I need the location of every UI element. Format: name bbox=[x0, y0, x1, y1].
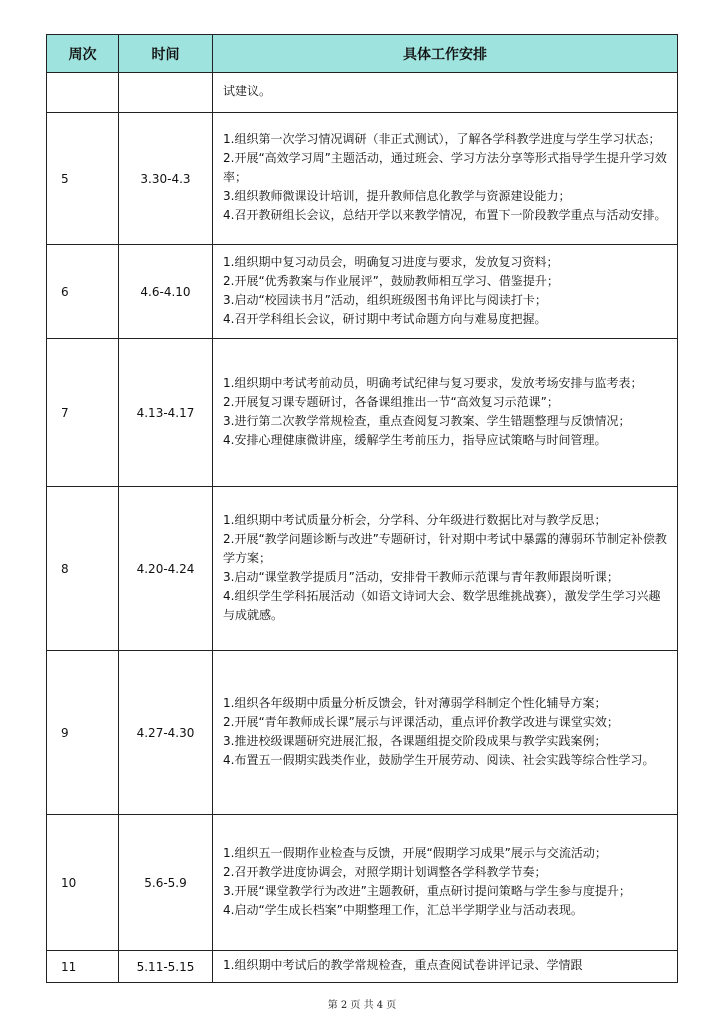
header-time: 时间 bbox=[119, 35, 213, 73]
work-item: 3.开展“课堂教学行为改进”主题教研，重点研讨提问策略与学生参与度提升； bbox=[223, 883, 631, 898]
time-cell: 4.13-4.17 bbox=[119, 339, 213, 487]
work-item: 1.组织期中考试质量分析会，分学科、分年级进行数据比对与教学反思； bbox=[223, 512, 607, 527]
time-cell: 4.27-4.30 bbox=[119, 651, 213, 815]
work-item: 1.组织期中考试后的教学常规检查，重点查阅试卷讲评记录、学情跟 bbox=[223, 958, 583, 972]
work-cell bbox=[213, 651, 678, 815]
work-cell bbox=[213, 339, 678, 487]
table-row bbox=[47, 113, 678, 245]
week-cell: 8 bbox=[47, 487, 119, 651]
week-cell: 7 bbox=[47, 339, 119, 487]
work-item: 4.召开教研组长会议，总结开学以来教学情况，布置下一阶段教学重点与活动安排。 bbox=[223, 208, 667, 222]
table-body bbox=[47, 73, 678, 983]
table-row bbox=[47, 951, 678, 983]
work-item: 1.组织期中考试考前动员，明确考试纪律与复习要求，发放考场安排与监考表； bbox=[223, 375, 643, 390]
work-item: 2.开展“教学问题诊断与改进”专题研讨，针对期中考试中暴露的薄弱环节制定补偿教学方案； bbox=[223, 531, 667, 565]
table-row bbox=[47, 339, 678, 487]
work-item: 2.召开教学进度协调会，对照学期计划调整各学科教学节奏； bbox=[223, 864, 547, 879]
time-cell: 5.11-5.15 bbox=[119, 951, 213, 983]
work-item: 3.进行第二次教学常规检查，重点查阅复习教案、学生错题整理与反馈情况； bbox=[223, 413, 631, 428]
schedule-page bbox=[46, 34, 677, 983]
work-item: 1.组织第一次学习情况调研（非正式测试），了解各学科教学进度与学生学习状态； bbox=[223, 132, 661, 146]
work-cell bbox=[213, 245, 678, 339]
work-item: 2.开展“优秀教案与作业展评”，鼓励教师相互学习、借鉴提升； bbox=[223, 273, 559, 288]
table-row bbox=[47, 815, 678, 951]
time-cell: 4.6-4.10 bbox=[119, 245, 213, 339]
week-cell: 6 bbox=[47, 245, 119, 339]
work-item: 4.召开学科组长会议，研讨期中考试命题方向与难易度把握。 bbox=[223, 311, 547, 326]
work-item: 2.开展“青年教师成长课”展示与评课活动，重点评价教学改进与课堂实效； bbox=[223, 714, 619, 729]
work-item: 4.启动“学生成长档案”中期整理工作，汇总半学期学业与活动表现。 bbox=[223, 902, 583, 917]
week-cell bbox=[47, 73, 119, 113]
work-item: 4.安排心理健康微讲座，缓解学生考前压力，指导应试策略与时间管理。 bbox=[223, 432, 607, 447]
table-row bbox=[47, 651, 678, 815]
table-row bbox=[47, 245, 678, 339]
work-item: 试建议。 bbox=[223, 84, 272, 98]
header-week: 周次 bbox=[47, 35, 119, 73]
work-cell bbox=[213, 815, 678, 951]
schedule-table bbox=[46, 34, 678, 983]
week-cell: 9 bbox=[47, 651, 119, 815]
work-item: 3.推进校级课题研究进展汇报，各课题组提交阶段成果与教学实践案例； bbox=[223, 733, 607, 748]
work-item: 1.组织五一假期作业检查与反馈，开展“假期学习成果”展示与交流活动； bbox=[223, 845, 607, 860]
week-cell: 11 bbox=[47, 951, 119, 983]
time-cell: 4.20-4.24 bbox=[119, 487, 213, 651]
time-cell bbox=[119, 73, 213, 113]
work-item: 4.组织学生学科拓展活动（如语文诗词大会、数学思维挑战赛），激发学生学习兴趣与成就感。 bbox=[223, 588, 661, 622]
work-cell bbox=[213, 73, 678, 113]
work-item: 4.布置五一假期实践类作业，鼓励学生开展劳动、阅读、社会实践等综合性学习。 bbox=[223, 752, 655, 767]
table-header-row bbox=[47, 35, 678, 73]
work-item: 1.组织各年级期中质量分析反馈会，针对薄弱学科制定个性化辅导方案； bbox=[223, 695, 607, 710]
work-item: 2.开展“高效学习周”主题活动，通过班会、学习方法分享等形式指导学生提升学习效率； bbox=[223, 151, 667, 184]
work-item: 3.组织教师微课设计培训，提升教师信息化教学与资源建设能力； bbox=[223, 189, 571, 203]
work-item: 3.启动“校园读书月”活动，组织班级图书角评比与阅读打卡； bbox=[223, 292, 547, 307]
header-work: 具体工作安排 bbox=[213, 35, 678, 73]
work-item: 2.开展复习课专题研讨，各备课组推出一节“高效复习示范课”； bbox=[223, 394, 559, 409]
time-cell: 5.6-5.9 bbox=[119, 815, 213, 951]
work-item: 1.组织期中复习动员会，明确复习进度与要求，发放复习资料； bbox=[223, 254, 559, 269]
week-cell: 5 bbox=[47, 113, 119, 245]
time-cell: 3.30-4.3 bbox=[119, 113, 213, 245]
work-cell bbox=[213, 487, 678, 651]
work-cell bbox=[213, 113, 678, 245]
page-footer: 第 2 页 共 4 页 bbox=[327, 1000, 397, 1011]
work-item: 3.启动“课堂教学提质月”活动，安排骨干教师示范课与青年教师跟岗听课； bbox=[223, 569, 619, 584]
table-row bbox=[47, 73, 678, 113]
work-cell bbox=[213, 951, 678, 983]
week-cell: 10 bbox=[47, 815, 119, 951]
table-row bbox=[47, 487, 678, 651]
